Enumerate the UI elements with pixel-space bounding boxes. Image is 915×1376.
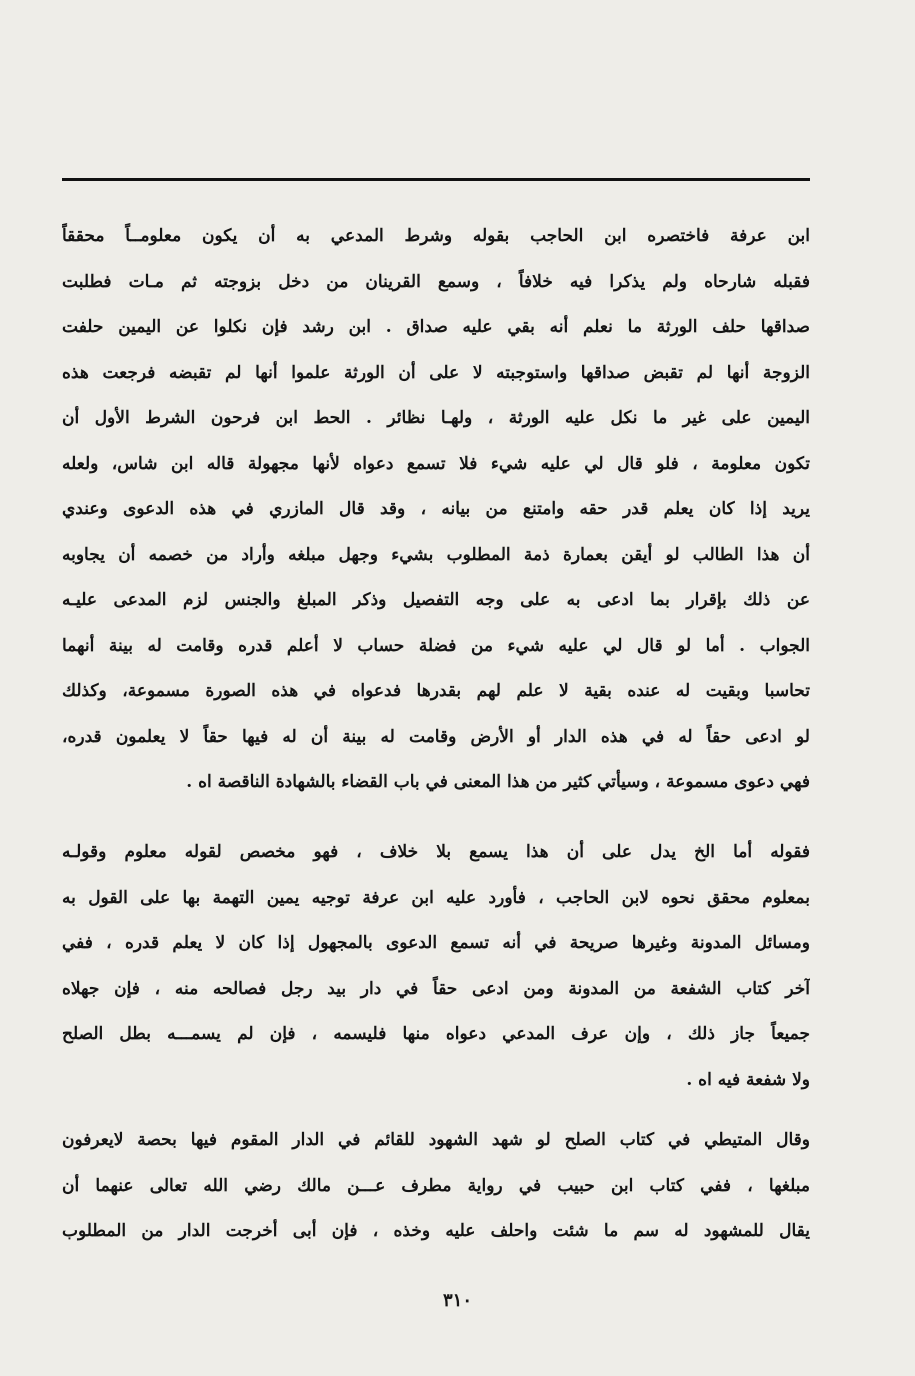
paragraph-2	[62, 830, 810, 1103]
text-line: جميعاً جاز ذلك ، وإن عرف المدعي دعواه منها فليسمه ، فإن لم يسمـــه بطل الصلح	[62, 1024, 810, 1044]
text-line: فقوله أما الخ يدل على أن هذا يسمع بلا خلاف ، فهو مخصص لقوله معلوم وقولـه	[62, 842, 810, 862]
paragraph-3	[62, 1118, 810, 1255]
text-line: تكون معلومة ، فلو قال لي عليه شيء فلا تسمع دعواه لأنها مجهولة قاله ابن شاس، ولعله	[62, 453, 810, 474]
header-rule	[62, 178, 810, 181]
text-line: ومسائل المدونة وغيرها صريحة في أنه تسمع الدعوى بالمجهول إذا كان لا يعلم قدره ، ففي	[62, 933, 810, 953]
text-line: مبلغها ، ففي كتاب ابن حبيب في رواية مطرف عـــن مالك رضي الله تعالى عنهما أن	[62, 1175, 810, 1196]
text-line: تحاسبا وبقيت له عنده بقية لا علم لهم بقدرها فدعواه في هذه الصورة مسموعة، وكذلك	[62, 681, 810, 701]
text-line: وقال المتيطي في كتاب الصلح لو شهد الشهود للقائم في الدار المقوم فيها بحصة لايعرفون	[62, 1130, 810, 1150]
text-line: فقبله شارحاه ولم يذكرا فيه خلافاً ، وسمع القرينان من دخل بزوجته ثم مـات فطلبت	[62, 271, 810, 292]
text-line: آخر كتاب الشفعة من المدونة ومن ادعى حقاً في دار بيد رجل فصالحه منه ، فإن جهلاه	[62, 978, 810, 999]
text-line: اليمين على غير ما نكل عليه الورثة ، ولهـا نظائر . الحط ابن فرحون الشرط الأول أن	[62, 408, 810, 428]
paragraph-1	[62, 214, 810, 806]
text-line: صداقها حلف الورثة ما نعلم أنه بقي عليه صداق . ابن رشد فإن نكلوا عن اليمين حلفت	[62, 317, 810, 337]
text-line: أن هذا الطالب لو أيقن بعمارة ذمة المطلوب بشيء وجهل مبلغه وأراد من خصمه أن يجاوبه	[62, 544, 810, 565]
text-line: فهي دعوى مسموعة ، وسيأتي كثير من هذا المعنى في باب القضاء بالشهادة الناقصة اه .	[186, 772, 810, 792]
text-line: بمعلوم محقق نحوه لابن الحاجب ، فأورد عليه ابن عرفة توجيه يمين التهمة بها على القول به	[62, 887, 810, 908]
page-number: ٣١٠	[442, 1290, 472, 1311]
text-line: يريد إذا كان يعلم قدر حقه وامتنع من بيانه ، وقد قال المازري في هذه الدعوى وعندي	[62, 499, 810, 519]
text-line: ولا شفعة فيه اه .	[686, 1069, 810, 1090]
text-line: عن ذلك بإقرار بما ادعى به على وجه التفصيل وذكر المبلغ والجنس لزم المدعى عليـه	[62, 590, 810, 610]
text-line: الجواب . أما لو قال لي عليه شيء من فضلة حساب لا أعلم قدره وقامت له بينة أنهما	[62, 635, 810, 656]
text-line: لو ادعى حقاً له في هذه الدار أو الأرض وقامت له بينة أن له فيها حقاً لا يعلمون قدره،	[62, 726, 810, 747]
text-line: يقال للمشهود له سم ما شئت واحلف عليه وخذه ، فإن أبى أخرجت الدار من المطلوب	[62, 1221, 810, 1241]
text-line: ابن عرفة فاختصره ابن الحاجب بقوله وشرط المدعي به أن يكون معلومــاً محققاً	[62, 226, 810, 246]
text-line: الزوجة أنها لم تقبض صداقها واستوجبته لا على أن الورثة علموا أنها لم تقبضه فرجعت هذه	[62, 362, 810, 383]
